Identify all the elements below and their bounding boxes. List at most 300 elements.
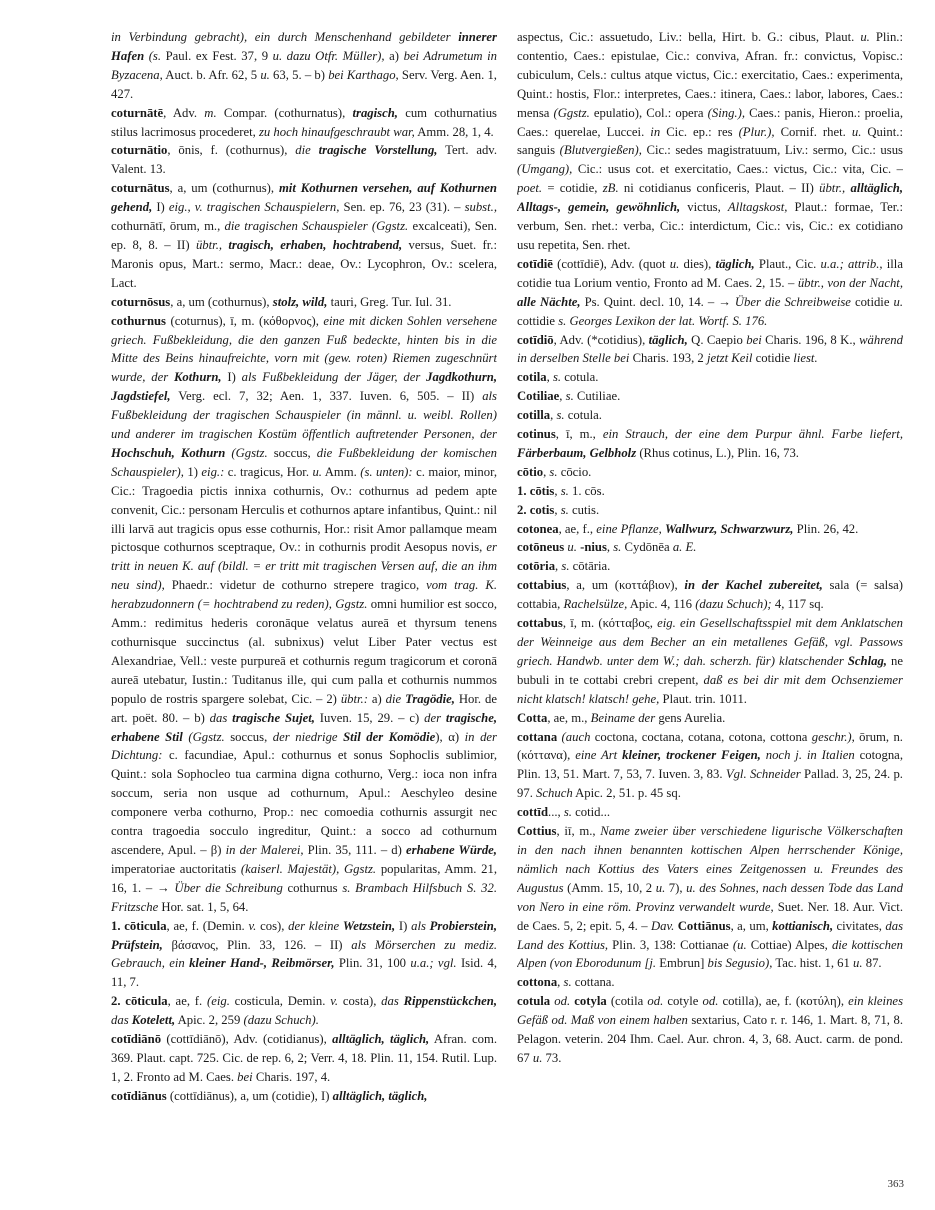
entry-text: cotidie xyxy=(850,294,894,309)
entry-text: → Über die Schreibweise xyxy=(718,294,851,309)
entry-text: (auch xyxy=(561,729,591,744)
entry-headword: 2. cotis xyxy=(517,502,555,517)
dictionary-entry xyxy=(517,576,903,614)
entry-headword: cotōneus xyxy=(517,540,565,555)
entry-text: Amm. xyxy=(321,464,361,479)
entry-text: excalceati), Sen. ep. 8, 8. – II) xyxy=(111,219,497,252)
dictionary-entry xyxy=(517,425,903,463)
entry-text: als Mörserchen zu mediz. Gebrauch, ein xyxy=(111,937,497,971)
entry-text: Cottiānus xyxy=(677,918,731,933)
entry-text: Rippenstückchen, xyxy=(403,994,497,1009)
entry-text: βάσανος, Plin. 33, 126. – II) xyxy=(162,937,352,952)
entry-headword: 1. cōtis xyxy=(517,483,555,498)
entry-text: (s. unten): xyxy=(360,464,413,479)
entry-text: Isid. 4, 11, 7. xyxy=(111,956,497,990)
entry-text: (cottīdiānō), Adv. (cotidianus), xyxy=(161,1032,333,1047)
entry-text: Charis. 197, 4. xyxy=(252,1069,331,1084)
entry-text: Cottiae) Alpes, xyxy=(746,937,832,952)
entry-text: die xyxy=(295,143,319,158)
entry-text: epulatio), Col.: opera xyxy=(589,105,708,120)
entry-text: Cornif. rhet. xyxy=(774,124,852,139)
entry-text: Cic.: sedes magistratuum, Liv.: sermo, Cic.: usus xyxy=(641,143,903,158)
dictionary-entry xyxy=(517,822,903,973)
entry-text: u. dazu Otfr. Müller), xyxy=(272,48,385,63)
entry-text: -nius xyxy=(580,540,607,555)
dictionary-entry xyxy=(111,992,497,1030)
entry-text: Amm. 28, 1, 4. xyxy=(414,124,494,139)
entry-text: der xyxy=(424,710,446,725)
entry-text: cothurnus xyxy=(282,880,343,895)
entry-headword: cotīdiānō xyxy=(111,1032,162,1047)
entry-text: u. xyxy=(893,294,903,309)
entry-text: u. xyxy=(669,256,680,271)
dictionary-entry xyxy=(517,709,903,728)
entry-headword: cotīdiō xyxy=(517,332,554,347)
entry-text: , xyxy=(554,502,561,517)
entry-text: ne bubuli in te cottabi crebri crepent, xyxy=(517,653,903,687)
entry-text: Plaut.: formae, Ter.: verbum, Sen. rhet.: verba, Cic.: interdictum, Cic.: vis, Cic.: ex cotidiano usu repetita, Sen. rhet. xyxy=(517,200,903,252)
entry-text: 87. xyxy=(862,956,882,971)
entry-text: Charis. 193, 2 xyxy=(629,351,707,366)
entry-text: Auct. b. Afr. 62, 5 xyxy=(162,67,261,82)
entry-text: Cic.: usus cot. et exercitatio, Caes.: victus, Cic.: vita, Cic. – xyxy=(572,162,903,177)
entry-text: stolz, wild, xyxy=(272,294,328,309)
entry-text: (Sing.), xyxy=(707,105,745,120)
entry-headword: cotīdiē xyxy=(517,256,553,271)
dictionary-entry xyxy=(111,293,497,312)
entry-text: Apic. 2, 51. p. 45 sq. xyxy=(572,786,681,801)
entry-text: gens Aurelia. xyxy=(655,710,726,725)
entry-text: Suet. Ner. 18. Aur. Vict. de Caes. 5, 2; epit. 5, 4. – xyxy=(517,899,903,933)
entry-text: s. xyxy=(565,389,574,404)
entry-text: Plin. 35, 111. – d) xyxy=(303,842,407,857)
entry-text: sextarius, Cato r. r. 146, 1. Mart. 8, 71, 8. Pelagon. veterin. 204 Ihm. Cael. Aur. chron. 4, 3, 68. Auct. carm. de pond. 67 xyxy=(517,1013,903,1065)
entry-headword: cotonea xyxy=(517,521,559,536)
entry-text: täglich, xyxy=(715,256,755,271)
entry-text: das xyxy=(209,710,233,725)
page-number: 363 xyxy=(887,1178,904,1190)
entry-text: , ae, f. (Demin. xyxy=(166,918,249,933)
dictionary-entry xyxy=(111,179,497,292)
entry-text: Tert. adv. Valent. 13. xyxy=(111,143,497,177)
entry-text: victus, xyxy=(680,200,728,215)
entry-text: Jagdkothurn, Jagdstiefel, xyxy=(111,370,497,404)
entry-text: eig. ein Gesellschaftsspiel mit dem Anklatschen der Weinneige aus dem Becher an ein metallenes Gefäß, vgl. Passows griech. Handwb. unter dem W.; dah. scherzh. für) klatschender xyxy=(517,616,903,668)
entry-text: cotyle xyxy=(663,994,703,1009)
entry-text: Apic. 4, 116 xyxy=(627,597,696,612)
entry-text: (kaiserl. Majestät), Ggstz. xyxy=(240,861,377,876)
entry-text: kleiner, trockener Feigen, xyxy=(622,748,761,763)
entry-text: s. Brambach Hilfsbuch S. 32. Fritzsche xyxy=(111,880,497,914)
entry-text: Serv. Verg. Aen. 1, 427. xyxy=(111,67,497,101)
dictionary-entry xyxy=(517,520,903,539)
entry-text: , ī, m., xyxy=(555,427,603,442)
entry-text: Cutiliae. xyxy=(573,389,621,404)
dictionary-entry xyxy=(517,331,903,369)
entry-headword: cotīdiānus xyxy=(111,1088,167,1103)
entry-text: Plin. 3, 138: Cottianae xyxy=(608,937,733,952)
entry-text: Rachelsülze, xyxy=(563,597,628,612)
entry-text: od. xyxy=(647,994,664,1009)
entry-text: Paul. ex Fest. 37, 9 xyxy=(165,48,273,63)
dictionary-entry xyxy=(517,557,903,576)
entry-text: Alltagskost, xyxy=(727,200,788,215)
entry-text: ni cotidianus conficeris, Plaut. – II) xyxy=(618,181,820,196)
entry-text: bei Adrumetum in Byzacena, xyxy=(111,48,497,82)
entry-text: imperatoriae auctoritatis xyxy=(111,861,241,876)
entry-text: (cottīdiē), Adv. (quot xyxy=(552,256,670,271)
entry-text: ), α) xyxy=(435,729,465,744)
entry-headword: cothurnus xyxy=(111,313,166,328)
entry-headword: cotila xyxy=(517,370,547,385)
entry-text: a. E. xyxy=(672,540,697,555)
entry-text: Plin. 26, 42. xyxy=(793,521,859,536)
entry-text: in xyxy=(650,124,661,139)
entry-text: 1. cōs. xyxy=(568,483,605,498)
entry-text: Ps. Quint. decl. 10, 14. – xyxy=(580,294,719,309)
entry-text: Dav. xyxy=(650,918,675,933)
entry-text: Hochschuh, Kothurn xyxy=(111,445,226,460)
entry-text: zu hoch hinaufgeschraubt war, xyxy=(258,124,415,139)
dictionary-entry xyxy=(111,141,497,179)
entry-text: a) xyxy=(384,48,404,63)
dictionary-entry xyxy=(111,1030,497,1087)
entry-text: poet. xyxy=(517,181,543,196)
entry-headword: Cottius xyxy=(517,824,557,839)
entry-text: er tritt in neuen K. auf (bildl. = er tritt mit tragischen Versen auf, die an ihm neu sind), xyxy=(111,540,497,593)
entry-text: in der Dichtung: xyxy=(111,729,497,763)
dictionary-entry xyxy=(517,728,903,804)
entry-text: bis Segusio), xyxy=(707,956,773,971)
entry-text: erhabene Würde, xyxy=(406,842,497,857)
entry-text: der niedrige xyxy=(272,729,344,744)
entry-text: (Rhus cotinus, L.), Plin. 16, 73. xyxy=(636,445,799,460)
entry-headword: cottana xyxy=(517,729,558,744)
dictionary-entry xyxy=(517,973,903,992)
entry-text: Plin.: contentio, Caes.: epistulae, Cic.: conviva, Afran. fr.: convictus, Vopisc.: cubiculum, Cels.: cultus atque victus, Cic.: exercitatio, Caes.: experimenta, Quint.: hostis, Flor.: interpretes, Caes.: itinera, Caes.: labor, labores, Caes.: mensa xyxy=(517,30,903,120)
left-column xyxy=(111,28,497,1178)
entry-text: die kottischen Alpen (von Eborodunum [j. xyxy=(517,937,903,971)
entry-text: vom trag. K. herabzudonnern (= hochtrabend zu reden), Ggstz. xyxy=(111,578,497,612)
dictionary-entry xyxy=(517,463,903,482)
entry-text: (Amm. 15, 10, 2 xyxy=(563,880,656,895)
entry-text: , a, um (cothurnus), xyxy=(169,181,279,196)
entry-text: kottianisch, xyxy=(772,918,834,933)
entry-text: noch j. in Italien xyxy=(760,748,855,763)
entry-text: (coturnus), ī, m. (κόθορνος), xyxy=(166,313,324,328)
entry-text: (cotila xyxy=(606,994,648,1009)
entry-text: (Ggstz. xyxy=(182,729,225,744)
dictionary-entry xyxy=(517,501,903,520)
entry-text: Hor. de art. poët. 80. – b) xyxy=(111,691,497,725)
entry-text: eine Art xyxy=(575,748,623,763)
entry-text: während in derselben Stelle bei xyxy=(517,332,903,366)
entry-headword: Cotiliae xyxy=(517,389,560,404)
entry-headword: cottabius xyxy=(517,578,567,593)
entry-text: ein kleines Gefäß od. Maß von einem halben xyxy=(517,994,903,1028)
entry-text: c. tragicus, Hor. xyxy=(224,464,313,479)
entry-text: c. maior, minor, Cic.: Tragoedia pictis innixa cothurnis, Ov.: cothurnus ad pedem apte convenit, Cic.: personam Herculis et cothurnos aptare infantibus, Quint.: nil illi larvā aut tragicis opus esse cothurnis, Hor.: risit Amor pallamque meam pictosque cothurnos sceptraque, Ov.: in cothurnis prodit Aesopus novis, xyxy=(111,464,497,555)
entry-text: das Land des Kottius, xyxy=(517,918,903,952)
dictionary-entry xyxy=(517,482,903,501)
entry-text: I) xyxy=(221,370,242,385)
entry-text: Q. Caepio xyxy=(687,332,747,347)
entry-text: (cottīdiānus), a, um (cotidie), I) xyxy=(166,1088,333,1103)
entry-text: tauri, Greg. Tur. Iul. 31. xyxy=(327,294,452,309)
entry-text: (Plur.), xyxy=(738,124,775,139)
entry-text: u.a.; vgl. xyxy=(410,956,457,971)
entry-headword: coturnātē xyxy=(111,105,164,120)
entry-text: Tragödie, xyxy=(405,691,455,706)
entry-text: bei xyxy=(237,1069,253,1084)
dictionary-entry xyxy=(517,614,903,709)
entry-text: Färberbaum, Gelbholz xyxy=(517,445,637,460)
entry-text: cotid... xyxy=(571,805,611,820)
entry-text: Wetzstein, xyxy=(342,918,396,933)
entry-text: die tragischen Schauspieler (Ggstz. xyxy=(224,219,409,234)
entry-text: (dazu Schuch). xyxy=(243,1013,319,1028)
entry-text: Plaut., Cic. xyxy=(754,256,821,271)
entry-text: daß es bei dir mit dem Ochsenziemer nicht klatsch! klatsch! gehe, xyxy=(517,672,903,706)
entry-text: Iuven. 15, 29. – c) xyxy=(314,710,425,725)
entry-text: , ī, m. (κότταβος, xyxy=(562,616,658,631)
entry-text: die xyxy=(385,691,406,706)
entry-text: cōcio. xyxy=(557,464,592,479)
entry-text: das xyxy=(111,1013,132,1028)
entry-text: , iī, m., xyxy=(556,824,601,839)
entry-text: v. xyxy=(330,994,339,1009)
entry-text: , a, um (cothurnus), xyxy=(170,294,273,309)
entry-text: Compar. (cothurnatus), xyxy=(216,105,353,120)
entry-text: , xyxy=(557,975,564,990)
entry-text: alltäglich, täglich, xyxy=(332,1032,430,1047)
dictionary-entry xyxy=(517,803,903,822)
entry-text: soccus, xyxy=(267,445,317,460)
entry-text: Verg. ecl. 7, 32; Aen. 1, 337. Iuven. 6, 505. – II) xyxy=(170,389,483,404)
entry-text: u. xyxy=(851,124,862,139)
dictionary-entry xyxy=(517,255,903,331)
entry-text: u. xyxy=(260,67,270,82)
entry-text: mit Kothurnen versehen, auf Kothurnen gehend, xyxy=(111,181,497,215)
entry-text: Vgl. Schneider xyxy=(725,767,801,782)
entry-text: (Ggstz. xyxy=(225,445,268,460)
entry-headword: cotōria xyxy=(517,559,556,574)
entry-text: Plaut. trin. 1011. xyxy=(659,691,747,706)
entry-text: übtr., von der Nacht, xyxy=(797,275,903,290)
entry-text: eine mit dicken Sohlen versehene griech. Fußbekleidung, die den ganzen Fuß bedeckte, hinten bis in die Mitte des Beins hinaufreichte, vorn mit (gew. roten) Riemen zugeschnürt wurde, der xyxy=(111,313,497,385)
entry-text: cotula. xyxy=(561,370,599,385)
dictionary-entry xyxy=(111,917,497,993)
dictionary-entry xyxy=(111,104,497,142)
right-column xyxy=(517,28,903,1178)
dictionary-entry xyxy=(111,1087,497,1106)
entry-text: alltäglich, Alltags-, gemein, gewöhnlich, xyxy=(517,181,903,215)
entry-text: , ae, m., xyxy=(547,710,591,725)
entry-text: Cydōnēa xyxy=(621,540,673,555)
entry-text: soccus, xyxy=(224,729,273,744)
entry-text: s. xyxy=(560,502,569,517)
entry-text: sala (= salsa) cottabia, xyxy=(517,578,903,612)
entry-text: (Ggstz. xyxy=(553,105,590,120)
dictionary-entry xyxy=(111,28,497,104)
entry-text: liest. xyxy=(793,351,818,366)
entry-text: als Fußbekleidung der Jäger, der xyxy=(241,370,427,385)
dictionary-entry xyxy=(517,387,903,406)
entry-text: eig.: xyxy=(201,464,225,479)
entry-text: s. xyxy=(613,540,622,555)
entry-text: übtr.: xyxy=(340,691,368,706)
entry-text: c. facundiae, Apul.: cothurnus et sonus Sophoclis sublimior, Quint.: sola Sophocleo tua carmina digna cothurno, Verg.: ioca non infra soccum, seria non usque ad cothurnum, Apul.: Aeschyleo desine componere verba cothurno, Prop.: nec comoedia cothurnis assurgit nec contra tragoedia socculo ingreditur, Quint.: a socco ad cothurnum ascendere, Apul. – β) xyxy=(111,748,497,857)
entry-text: I) xyxy=(152,200,169,215)
entry-text: s. xyxy=(561,559,570,574)
entry-text: tragisch, erhaben, hochtrabend, xyxy=(228,237,403,252)
entry-text: versus, Suet. fr.: Maronis opus, Mart.: sermo, Macr.: deae, Ov.: Lycophron, Ov.: scelera, Lact. xyxy=(111,237,497,290)
dictionary-entry xyxy=(517,28,903,255)
entry-text: als xyxy=(411,918,430,933)
entry-text: cotyla xyxy=(574,994,607,1009)
entry-text: das xyxy=(381,994,404,1009)
entry-text: Schuch xyxy=(536,786,573,801)
entry-text: übtr., xyxy=(819,181,851,196)
entry-text: übtr., xyxy=(195,237,229,252)
entry-headword: cotilla xyxy=(517,408,551,423)
entry-text: cottana. xyxy=(571,975,615,990)
entry-text: cōtāria. xyxy=(569,559,611,574)
entry-text: cotogna, Plin. 13, 51. Mart. 7, 53, 7. Iuven. 3, 83. xyxy=(517,748,903,782)
entry-text: Schlag, xyxy=(847,653,887,668)
entry-text: , xyxy=(559,389,566,404)
entry-text: s. xyxy=(563,975,572,990)
entry-text: Caes.: panis, Hieron.: proelia, Caes.: querelae, Luccei. xyxy=(517,105,903,139)
entry-headword: cottona xyxy=(517,975,558,990)
entry-text: , Adv. xyxy=(163,105,205,120)
entry-text: tragisch, xyxy=(352,105,398,120)
entry-text: , ae, f., xyxy=(558,521,597,536)
entry-text: cum cothurnatius stilus lacrimosus procederet, xyxy=(111,105,497,139)
dictionary-entry xyxy=(111,312,497,917)
entry-headword: coturnātus xyxy=(111,181,170,196)
entry-text: costa), xyxy=(338,994,382,1009)
entry-text: alltäglich, täglich, xyxy=(332,1088,428,1103)
entry-text: ōrum, n. (κόττανα), xyxy=(517,729,903,763)
entry-text: der kleine xyxy=(288,918,343,933)
entry-text: Name zweier über verschiedene ligurische Völkerschaften in den nach ihnen benannten kottischen Alpen herrschender Könige, nämlich nach Kottius des Vaters eines Zeitgenossen u. Freundes des Augustus xyxy=(517,824,903,895)
entry-text: = cotidie, xyxy=(542,181,603,196)
entry-text: cotula. xyxy=(564,408,602,423)
entry-text: s. xyxy=(560,483,569,498)
entry-text: s. xyxy=(563,805,572,820)
entry-text: tragische Vorstellung, xyxy=(318,143,438,158)
entry-text: Quint.: sanguis xyxy=(517,124,903,158)
entry-text: ein Strauch, der eine dem Purpur ähnl. Farbe liefert, xyxy=(602,427,903,442)
entry-text: zB. xyxy=(602,181,619,196)
entry-text: civitates, xyxy=(833,918,886,933)
entry-headword: 2. cōticula xyxy=(111,994,168,1009)
entry-text: 4, 117 sq. xyxy=(771,597,824,612)
entry-text: (u. xyxy=(732,937,747,952)
entry-text: u. xyxy=(567,540,577,555)
entry-text: , xyxy=(546,370,553,385)
entry-text: , ōnis, f. (cothurnus), xyxy=(167,143,296,158)
dictionary-entry xyxy=(517,406,903,425)
entry-text: u. des Sohnes, nach dessen Tode das Land von Nero in eine röm. Provinz verwandelt wurde, xyxy=(517,880,903,914)
entry-headword: cottīd xyxy=(517,805,549,820)
entry-text: die Fußbekleidung der komischen Schauspieler), xyxy=(111,445,497,479)
entry-text: , ae, f. xyxy=(167,994,207,1009)
entry-text: I) xyxy=(395,918,412,933)
entry-text: Tac. hist. 1, 61 xyxy=(772,956,854,971)
entry-text: m. xyxy=(204,105,217,120)
entry-text: , a, um (κοττάβιον), xyxy=(566,578,685,593)
entry-text: u.a.; attrib., xyxy=(820,256,883,271)
entry-text: subst., xyxy=(464,200,497,215)
entry-text: , xyxy=(554,483,561,498)
entry-text: cotidie xyxy=(752,351,794,366)
entry-text: Plin. 31, 100 xyxy=(334,956,411,971)
entry-text: Phaedr.: videtur de cothurno strepere tragico, xyxy=(164,578,427,593)
entry-headword: cottabus xyxy=(517,616,563,631)
entry-text: s. xyxy=(552,370,562,385)
entry-text: aspectus, Cic.: assuetudo, Liv.: bella, Hirt. b. G.: cibus, Plaut. xyxy=(517,30,861,44)
entry-headword: cōtio xyxy=(517,464,544,479)
entry-text: , xyxy=(550,408,557,423)
entry-text: (Umgang), xyxy=(517,162,573,177)
entry-text: popularitas, Amm. 21, 16, 1. – xyxy=(111,861,497,895)
entry-text: od. xyxy=(554,994,571,1009)
entry-text: in der Malerei, xyxy=(225,842,304,857)
entry-text: dies), xyxy=(679,256,716,271)
entry-text: Wallwurz, Schwarzwurz, xyxy=(665,521,794,536)
entry-text: geschr.), xyxy=(811,729,855,744)
entry-text: costicula, Demin. xyxy=(229,994,331,1009)
entry-headword: 1. cōticula xyxy=(111,918,167,933)
entry-text: Pallad. 3, 25, 24. p. 97. xyxy=(517,767,903,801)
entry-text: Afran. com. 369. Plaut. capt. 725. Cic. de rep. 6, 2; Verr. 4, 18. Plin. 11, 154. Rutil. Lup. 1, 2. Fronto ad M. Caes. xyxy=(111,1032,497,1084)
dictionary-entry xyxy=(517,992,903,1068)
entry-text: coctona, coctana, cotana, cotona, cottona xyxy=(590,729,812,744)
entry-text: Stil der Komödie xyxy=(343,729,436,744)
entry-text: u. xyxy=(312,464,322,479)
entry-text: eine Pflanze, xyxy=(596,521,665,536)
entry-text: cos), xyxy=(256,918,289,933)
entry-text: s. Georges Lexikon der lat. Wortf. S. 176. xyxy=(558,313,768,328)
entry-text: , xyxy=(543,464,550,479)
entry-text: u. xyxy=(853,956,863,971)
entry-text: Charis. 196, 8 K., xyxy=(761,332,860,347)
entry-text: 1) xyxy=(183,464,202,479)
entry-text: tragische, erhabene Stil xyxy=(111,710,497,744)
entry-headword: Cotta xyxy=(517,710,548,725)
entry-text: ..., xyxy=(548,805,564,820)
entry-text: u. xyxy=(532,1050,543,1065)
entry-text: 63, 5. – b) xyxy=(269,67,329,82)
entry-text: , Adv. (*cotidius), xyxy=(553,332,649,347)
entry-text: in Verbindung gebracht), ein durch Menschenhand gebildeter xyxy=(111,30,459,44)
dictionary-entry xyxy=(517,368,903,387)
entry-headword: coturnōsus xyxy=(111,294,171,309)
entry-text: → Über die Schreibung xyxy=(156,880,283,895)
entry-text: s. xyxy=(556,408,565,423)
entry-text: Kothurn, xyxy=(173,370,222,385)
entry-text: cutis. xyxy=(568,502,600,517)
entry-text: Cic. ep.: res xyxy=(660,124,739,139)
dictionary-entry xyxy=(517,538,903,557)
entry-text: u. xyxy=(655,880,666,895)
entry-text: eig., v. tragischen Schauspielern, xyxy=(168,200,340,215)
entry-headword: cotinus xyxy=(517,427,556,442)
entry-text: täglich, xyxy=(648,332,688,347)
entry-text: , xyxy=(606,540,614,555)
